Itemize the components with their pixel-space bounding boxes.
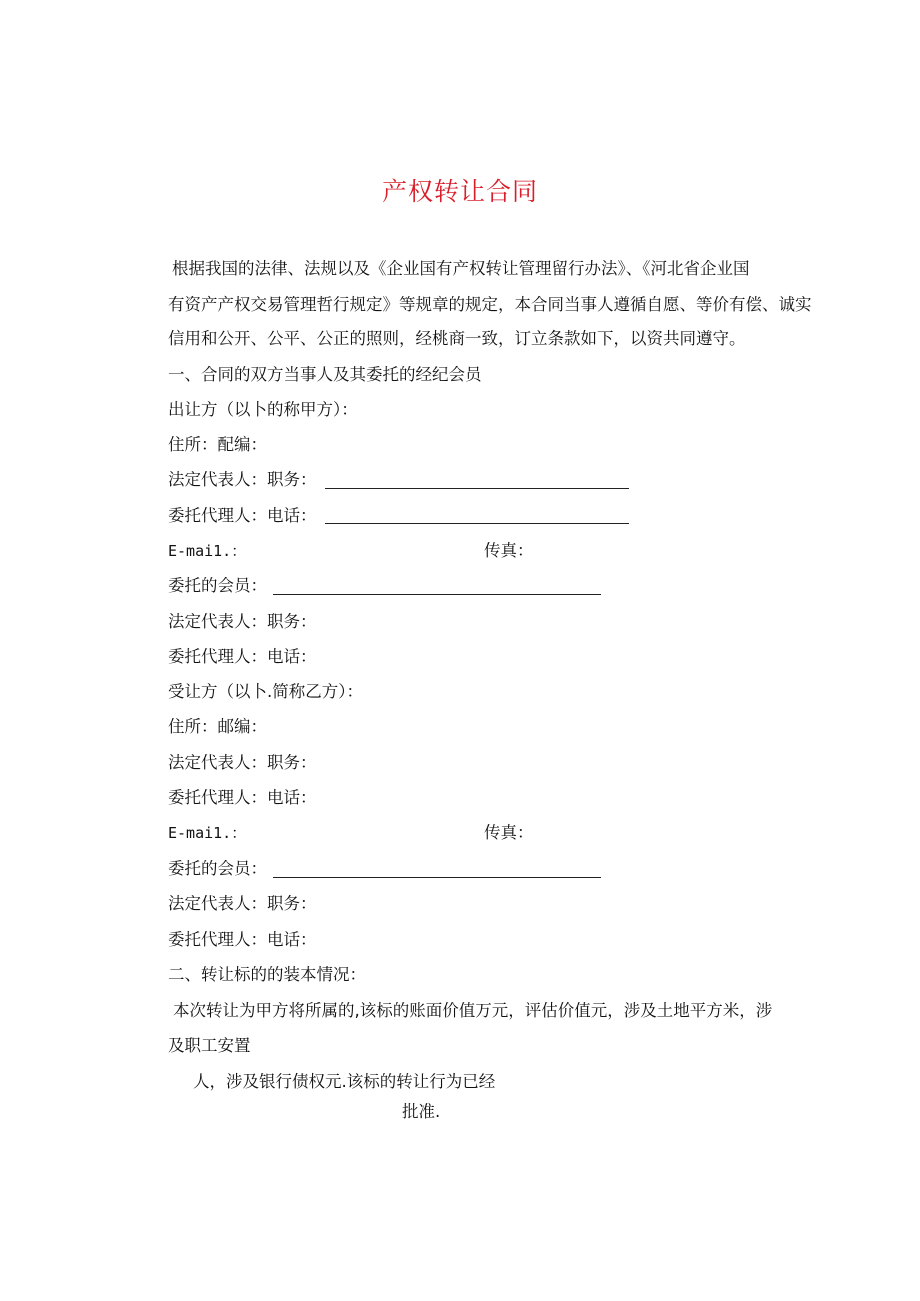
party-a-member: 委托的会员：	[168, 576, 267, 595]
intro-line-2: 有资产产权交易管理哲行规定》等规章的规定，本合同当事人遵循自愿、等价有偿、诚实	[168, 295, 812, 314]
section2-line-3: 人，涉及银行债权元.该标的转让行为已经	[193, 1072, 496, 1091]
party-b-agent: 委托代理人：电话：	[168, 788, 317, 807]
intro-line-3: 信用和公开、公平、公正的照则，经桃商一致，订立条款如下，以资共同遵守。	[168, 329, 746, 348]
party-a-address: 住所：配编：	[168, 435, 267, 454]
party-b-member: 委托的会员：	[168, 859, 267, 878]
party-b-member-agent: 委托代理人：电话：	[168, 930, 317, 949]
party-a-member-legal-rep: 法定代表人：职务：	[168, 612, 317, 631]
party-b-member-blank	[273, 877, 601, 878]
party-b-fax: 传真：	[484, 823, 534, 842]
party-a-agent: 委托代理人：电话：	[168, 506, 317, 525]
document-title: 产权转让合同	[381, 177, 538, 206]
section2-heading: 二、转让标的的装本情况：	[168, 965, 366, 984]
party-a-heading: 出让方（以卜的称甲方）：	[168, 400, 358, 419]
section2-line-2: 及职工安置	[168, 1036, 251, 1055]
party-a-legal-rep: 法定代表人：职务：	[168, 470, 317, 489]
party-a-agent-blank	[325, 523, 629, 524]
section1-heading: 一、合同的双方当事人及其委托的经纪会员	[168, 365, 482, 384]
section2-line-4: 批准.	[402, 1102, 441, 1121]
party-a-fax: 传真：	[484, 541, 534, 560]
section2-line-1: 本次转让为甲方将所属的,该标的账面价值万元，评估价值元，涉及土地平方米，涉	[173, 1001, 773, 1020]
party-b-member-legal-rep: 法定代表人：职务：	[168, 894, 317, 913]
party-b-legal-rep: 法定代表人：职务：	[168, 753, 317, 772]
party-a-legal-rep-blank	[325, 488, 629, 489]
intro-line-1: 根据我国的法律、法规以及《企业国有产权转让管理留行办法》、《河北省企业国	[172, 259, 750, 278]
party-a-member-agent: 委托代理人：电话：	[168, 647, 317, 666]
party-b-address: 住所：邮编：	[168, 717, 267, 736]
party-a-member-blank	[273, 594, 601, 595]
party-b-email: E-mai1.：	[168, 824, 247, 842]
party-a-email: E-mai1.：	[168, 542, 247, 560]
party-b-heading: 受让方（以卜.简称乙方）：	[168, 682, 363, 701]
